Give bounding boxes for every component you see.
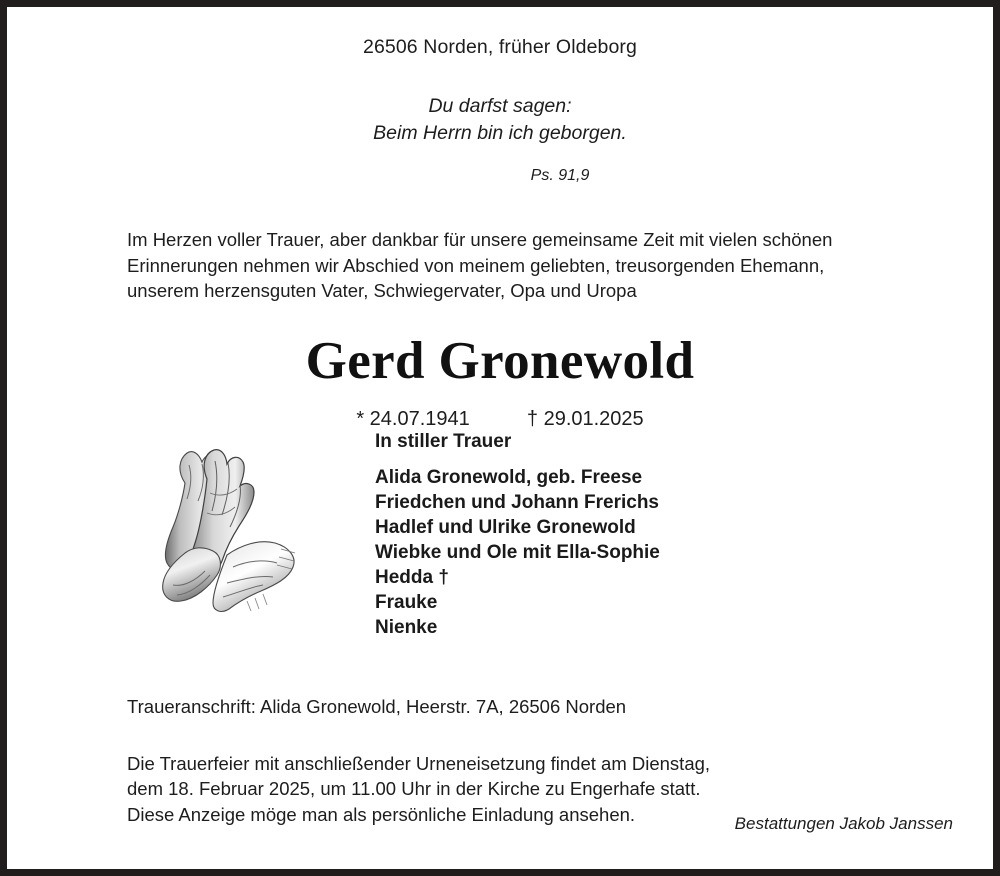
intro-line-3: unserem herzensguten Vater, Schwiegervater, Opa und Uropa: [127, 280, 637, 301]
mourning-address: Traueranschrift: Alida Gronewold, Heerstr. 7A, 26506 Norden: [127, 695, 627, 717]
mourners-row: [7, 431, 993, 696]
life-dates: [7, 391, 993, 431]
service-details: [7, 718, 993, 828]
list-item: Hedda †: [375, 566, 449, 588]
list-item: Frauke: [375, 591, 438, 613]
place-line: 26506 Norden, früher Oldeborg: [363, 36, 637, 58]
list-item: Friedchen und Johann Frerichs: [375, 491, 659, 513]
undertaker-credit: Bestattungen Jakob Janssen: [734, 814, 953, 833]
list-item: Alida Gronewold, geb. Freese: [375, 466, 643, 488]
intro-line-2: Erinnerungen nehmen wir Abschied von meinem geliebten, treusorgenden Ehemann,: [127, 254, 825, 276]
verse-block: [7, 59, 993, 147]
service-line-2: dem 18. Februar 2025, um 11.00 Uhr in der Kirche zu Engerhafe statt.: [127, 778, 701, 799]
mourners-block: [375, 431, 660, 640]
intro-line-1: Im Herzen voller Trauer, aber dankbar für unsere gemeinsame Zeit mit vielen schönen: [127, 229, 833, 250]
death-date: † 29.01.2025: [526, 407, 644, 430]
praying-hands-icon: [155, 435, 315, 615]
mourners-title: In stiller Trauer: [375, 430, 512, 452]
verse-line-2: Beim Herrn bin ich geborgen.: [373, 122, 627, 144]
deceased-name: Gerd Gronewold: [305, 331, 695, 390]
notice-inner: [7, 7, 993, 869]
service-line-3: Diese Anzeige möge man als persönliche Einladung ansehen.: [127, 803, 636, 825]
mourners-list: [375, 465, 660, 640]
list-item: Hadlef und Ulrike Gronewold: [375, 516, 636, 538]
birth-date: * 24.07.1941: [356, 407, 470, 430]
verse-citation: Ps. 91,9: [530, 167, 590, 184]
list-item: Wiebke und Ole mit Ella-Sophie: [375, 541, 660, 563]
list-item: Nienke: [375, 616, 438, 638]
intro-paragraph: [7, 185, 993, 304]
verse-line-1: Du darfst sagen:: [428, 95, 572, 117]
service-line-1: Die Trauerfeier mit anschließender Urneneisetzung findet am Dienstag,: [127, 752, 711, 774]
